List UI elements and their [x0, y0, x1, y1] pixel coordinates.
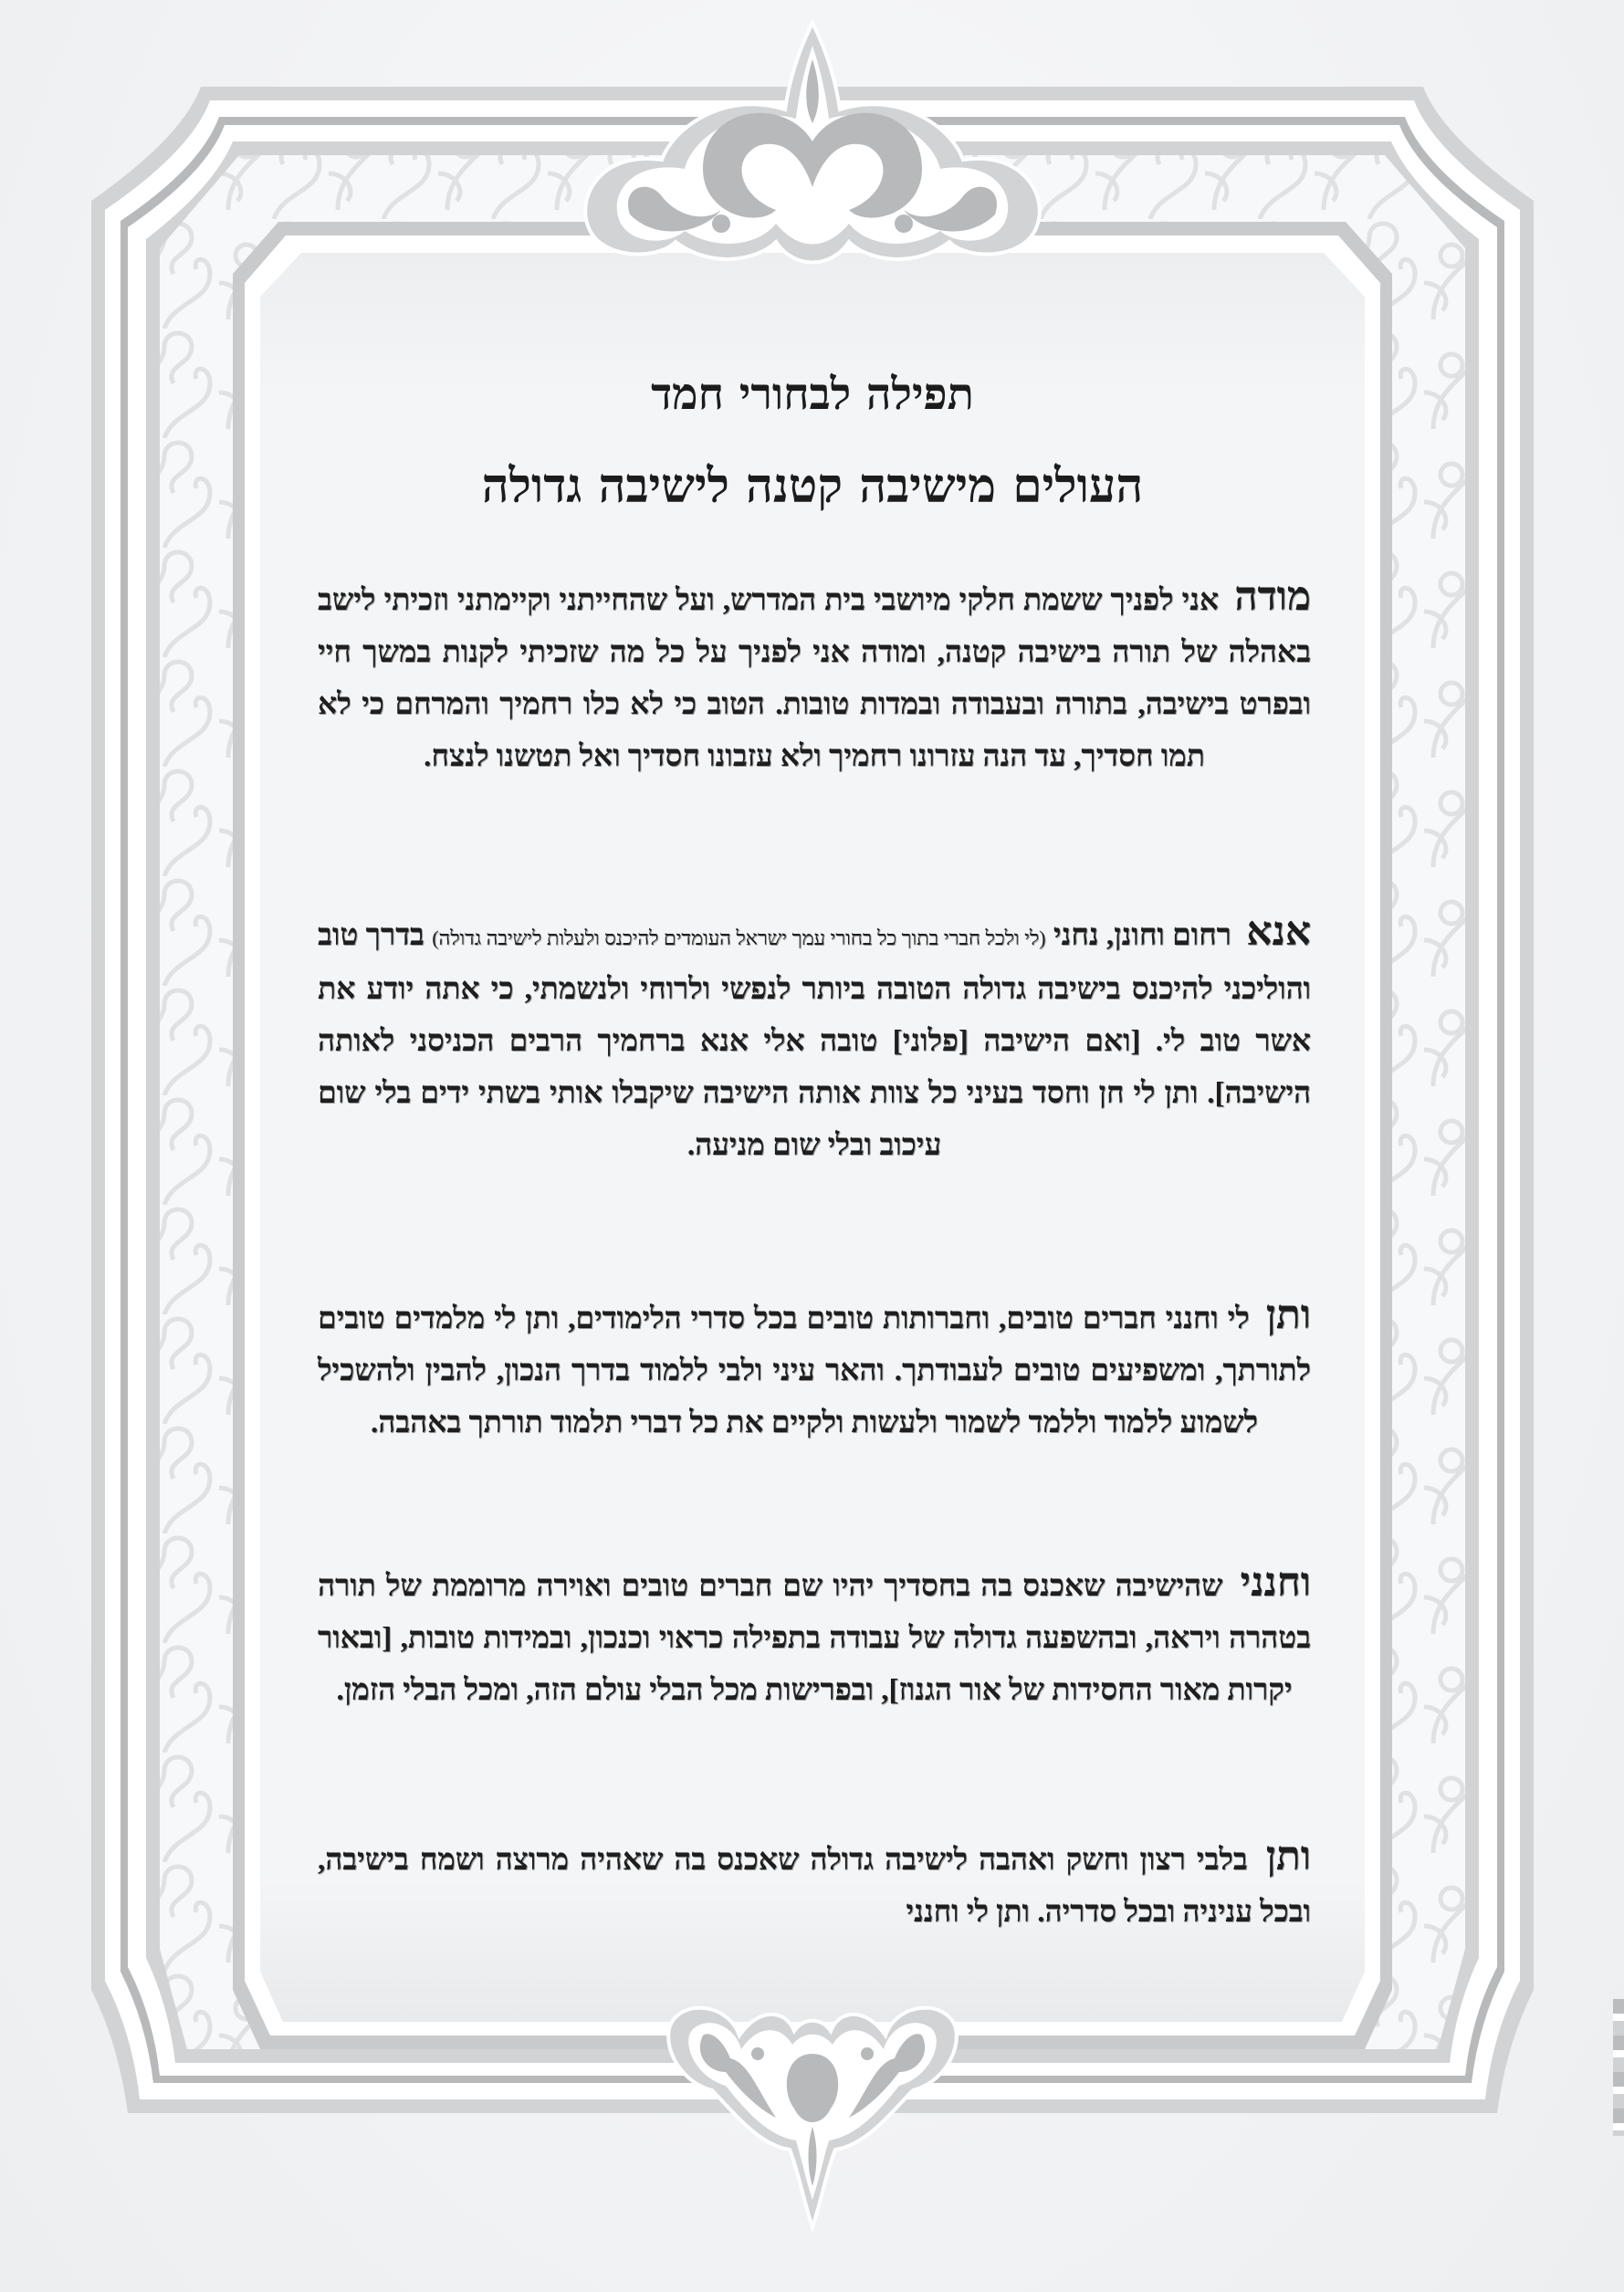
paragraph-text: אני לפניך ששמת חלקי מיושבי בית המדרש, ועל שהחייתני וקיימתני וזכיתי לישב באהלה של תורה בישיבה קטנה, ומודה אני לפניך על כל מה שזכיתי לקנות במשך חיי ובפרט בישיבה, בתורה ובעבודה ובמדות טובות. הטוב כי לא כלו רחמיך והמרחם כי לא תמו חסדיך, עד הנה עזרונו רחמיך ולא עזבונו חסדיך ואל תטשנו לנצח.: [318, 584, 1311, 773]
paragraph-1: [318, 570, 1311, 783]
title-line-1: תפילה לבחורי חמד: [651, 369, 974, 420]
paragraph-5: [318, 1830, 1311, 1939]
paragraph-text: בלבי רצון וחשק ואהבה לישיבה גדולה שאכנס בה שאהיה מרוצה ושמח בישיבה, ובכל עניניה ובכל סדריה. ותן לי וחנני: [318, 1844, 1311, 1929]
paragraph-lead-word: וחנני: [1240, 1560, 1311, 1605]
paragraph-lead-word: ותן: [1265, 1834, 1311, 1879]
paragraph-text: שהישיבה שאכנס בה בחסדיך יהיו שם חברים טובים ואוירה מרוממת של תורה בטהרה ויראה, ובהשפעה גדולה של עבודה בתפילה כראוי וכנכון, ובמידות טובות, [ובאור יקרות מאור החסידות של אור הגנוז], ובפרישות מכל הבלי עולם הזה, ומכל הבלי הזמן.: [318, 1570, 1311, 1707]
adjacent-page-edge: [1613, 1999, 1624, 2136]
paragraph-text: לי וחנני חברים טובים, וחברותות טובים בכל סדרי הלימודים, ותן לי מלמדים טובים לתורתך, ומשפיעים טובים לעבודתך. והאר עיני ולבי ללמוד בדרך הנכון, להבין ולהשכיל לשמוע ללמוד וללמד לשמור ולעשות ולקיים את כל דברי תלמוד תורתך באהבה.: [318, 1303, 1311, 1439]
paragraph-3: [318, 1289, 1311, 1450]
title-line-2: העולים מישיבה קטנה לישיבה גדולה: [481, 458, 1144, 514]
prayer-panel: [267, 267, 1358, 2028]
paragraph-lead-word: ותן: [1265, 1293, 1312, 1337]
paragraph-text: רחום וחונן, נחני: [1053, 919, 1231, 952]
parenthetical-note: (לי ולכל חברי בתוך כל בחורי עמך ישראל העומדים להיכנס ולעלות לישיבה גדולה): [432, 926, 1046, 949]
paragraph-text: בדרך טוב והוליכני להיכנס בישיבה גדולה הטובה ביותר לנפשי ולרוחי ולנשמתי, כי אתה יודע את אשר טוב לי. [ואם הישיבה [פלוני] טובה אלי אנא ברחמיך הרבים הכניסני לאותה הישיבה]. ותן לי חן וחסד בעיני כל צוות אותה הישיבה שיקבלו אותי בשתי ידים בלי שום עיכוב ובלי שום מניעה.: [318, 919, 1311, 1162]
paragraph-lead-word: מודה: [1234, 574, 1312, 619]
bottom-ornament: [668, 2008, 957, 2227]
paragraph-lead-word: אנא: [1246, 909, 1312, 954]
paragraph-4: [318, 1556, 1311, 1717]
paragraph-2: [318, 905, 1311, 1172]
